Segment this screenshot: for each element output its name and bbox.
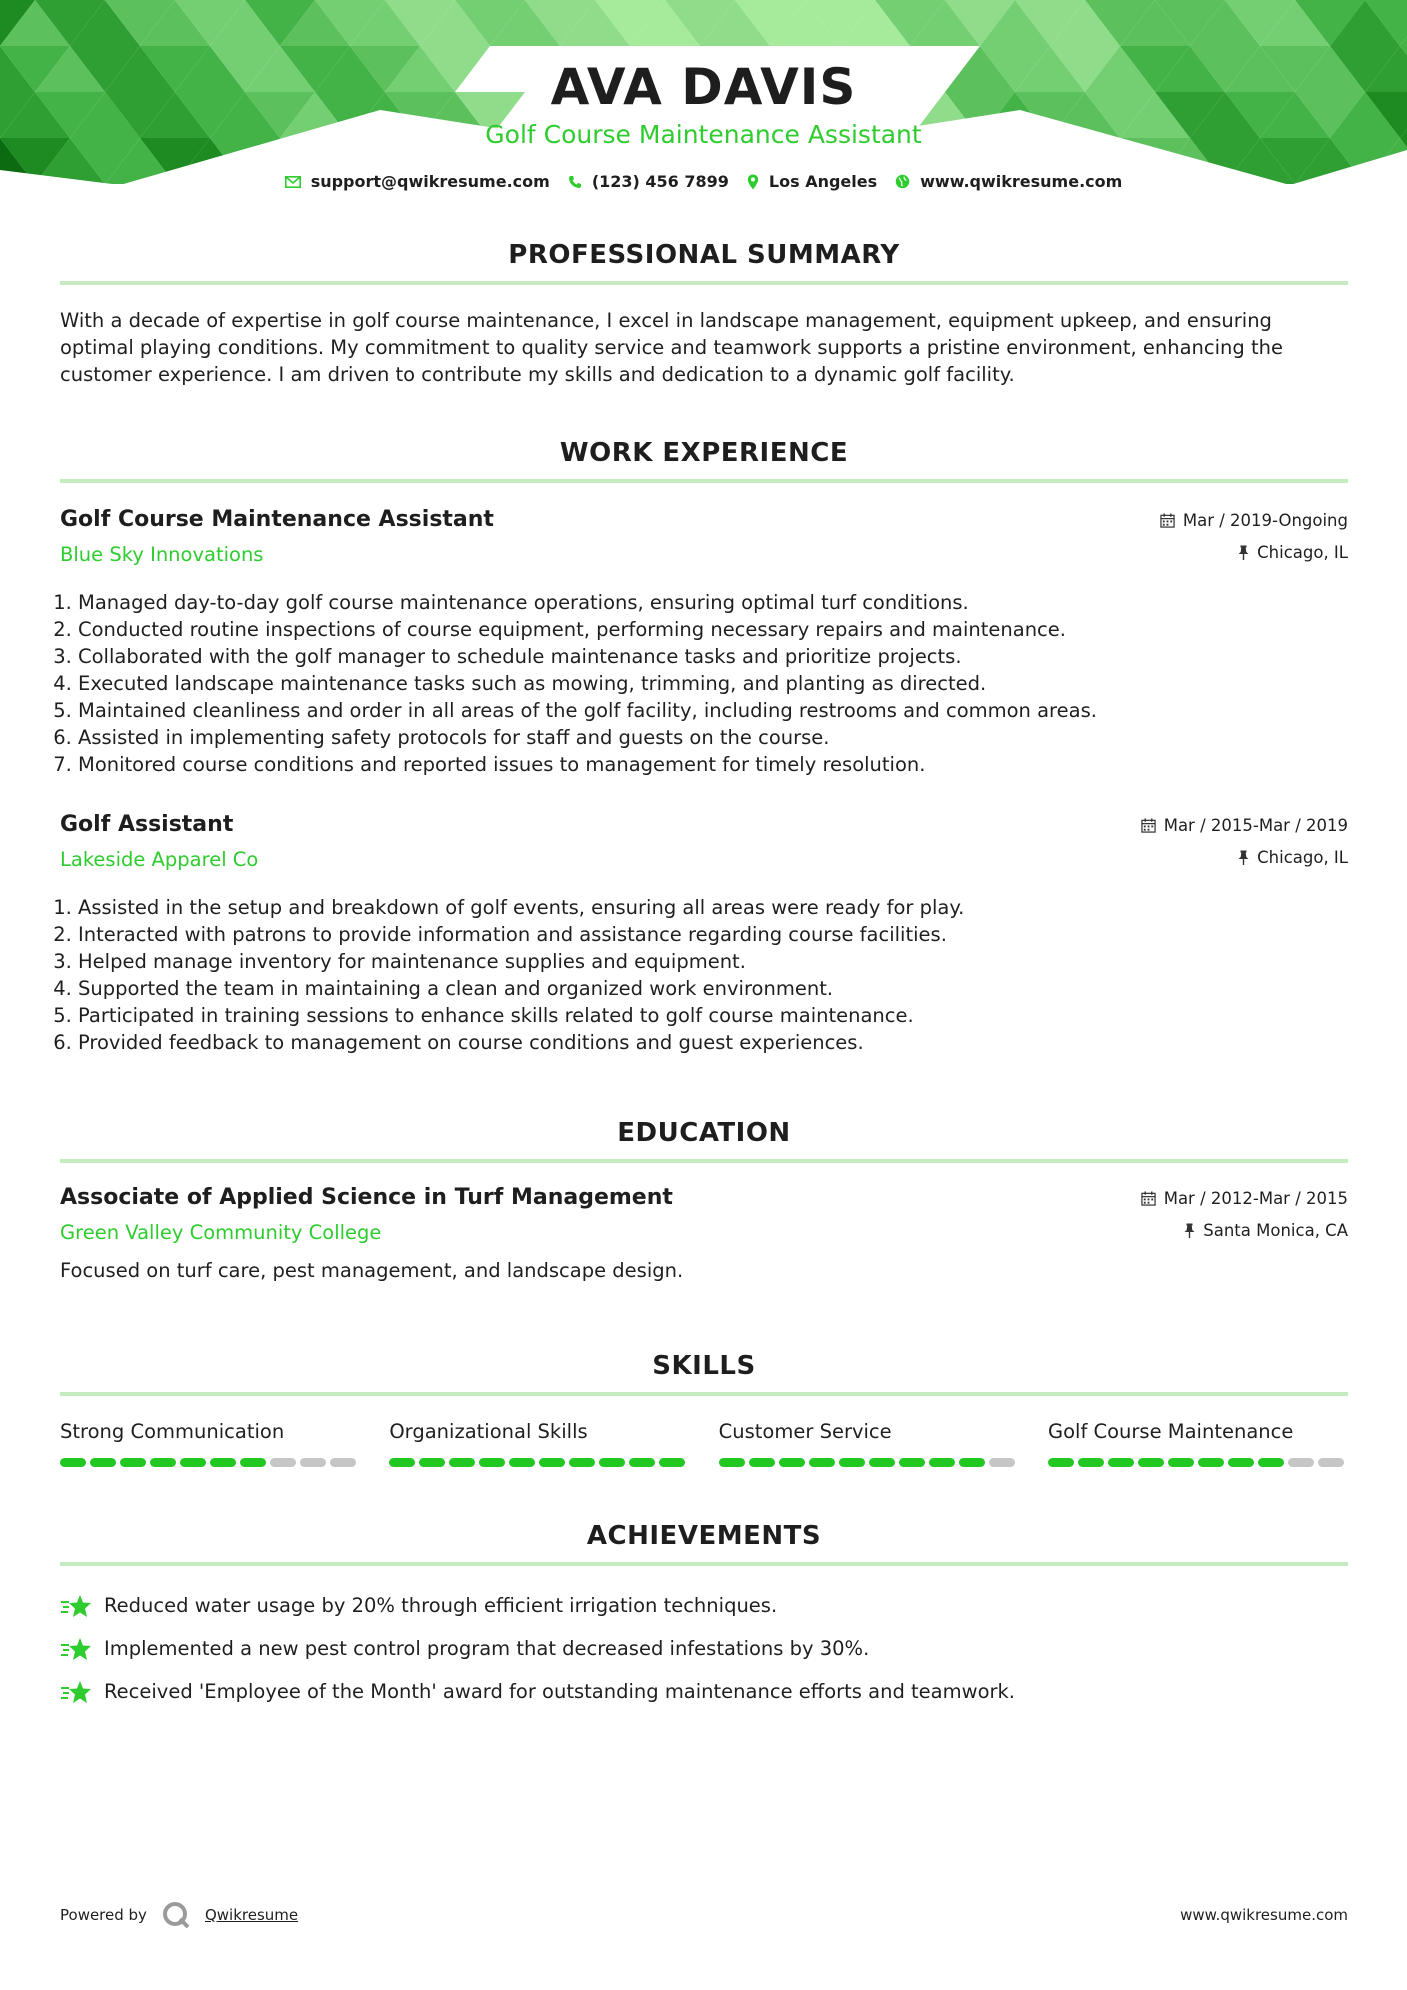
education-section: [60, 1115, 1348, 1284]
job-location-text: Chicago, IL: [1257, 543, 1348, 562]
skills-heading: SKILLS: [652, 1351, 756, 1381]
duty-item: 4. Executed landscape maintenance tasks such as mowing, trimming, and planting as directed.: [78, 670, 1348, 697]
globe-icon: [895, 174, 910, 189]
job-dates: [1160, 511, 1348, 530]
section-divider: [60, 1392, 1348, 1396]
duty-item: 3. Collaborated with the golf manager to schedule maintenance tasks and prioritize projects.: [78, 643, 1348, 670]
section-divider: [60, 1159, 1348, 1163]
achievements-list: [60, 1584, 1348, 1713]
skill-name: Organizational Skills: [389, 1420, 588, 1443]
job-entry: [60, 812, 1348, 1056]
skill-segment-filled: [899, 1458, 925, 1467]
skill-segment-empty: [1288, 1458, 1314, 1467]
skill-item: [389, 1420, 689, 1467]
summary-heading: PROFESSIONAL SUMMARY: [508, 240, 900, 270]
skill-segment-filled: [210, 1458, 236, 1467]
contact-website-text: www.qwikresume.com: [920, 172, 1123, 191]
job-role: Golf Assistant: [60, 812, 234, 837]
skill-segment-filled: [90, 1458, 116, 1467]
qwikresume-link[interactable]: Qwikresume: [204, 1906, 299, 1924]
skill-segment-filled: [539, 1458, 565, 1467]
powered-by-label: Powered by: [60, 1906, 147, 1924]
section-divider: [60, 479, 1348, 483]
skill-segment-empty: [330, 1458, 356, 1467]
skill-item: [719, 1420, 1019, 1467]
education-location-text: Santa Monica, CA: [1203, 1221, 1348, 1240]
education-dates: [1141, 1189, 1348, 1208]
skill-level-bar: [389, 1458, 689, 1467]
duty-item: 1. Managed day-to-day golf course maintenance operations, ensuring optimal turf conditions.: [78, 589, 1348, 616]
contact-location-text: Los Angeles: [768, 172, 878, 191]
star-icon: [60, 1679, 92, 1705]
duty-item: 5. Maintained cleanliness and order in all areas of the golf facility, including restrooms and common areas.: [78, 697, 1348, 724]
skill-segment-filled: [150, 1458, 176, 1467]
skill-level-bar: [60, 1458, 360, 1467]
skill-segment-filled: [1078, 1458, 1104, 1467]
job-entry: [60, 507, 1348, 778]
skill-segment-filled: [389, 1458, 415, 1467]
calendar-icon: [1141, 1191, 1156, 1206]
skill-item: [1048, 1420, 1348, 1467]
pushpin-icon: [1238, 545, 1249, 560]
job-duties: [60, 589, 1348, 778]
school-name: Green Valley Community College: [60, 1221, 382, 1244]
calendar-icon: [1141, 818, 1156, 833]
skill-segment-filled: [719, 1458, 745, 1467]
section-divider: [60, 1562, 1348, 1566]
job-dates-text: Mar / 2015-Mar / 2019: [1163, 816, 1348, 835]
skill-item: [60, 1420, 360, 1467]
skill-segment-empty: [989, 1458, 1015, 1467]
job-dates-text: Mar / 2019-Ongoing: [1182, 511, 1348, 530]
duty-item: 6. Provided feedback to management on course conditions and guest experiences.: [78, 1029, 1348, 1056]
qwikresume-logo-icon: [161, 1901, 191, 1929]
degree-title: Associate of Applied Science in Turf Management: [60, 1185, 673, 1210]
skill-segment-filled: [839, 1458, 865, 1467]
contact-phone[interactable]: [568, 172, 729, 191]
skills-section: [60, 1348, 1348, 1467]
contact-website[interactable]: [895, 172, 1122, 191]
skill-segment-filled: [749, 1458, 775, 1467]
skill-segment-filled: [779, 1458, 805, 1467]
education-location: [1184, 1221, 1348, 1240]
job-company: Blue Sky Innovations: [60, 543, 264, 566]
skill-segment-filled: [120, 1458, 146, 1467]
skill-segment-filled: [240, 1458, 266, 1467]
skill-segment-filled: [929, 1458, 955, 1467]
pushpin-icon: [1184, 1223, 1195, 1238]
duty-item: 6. Assisted in implementing safety protocols for staff and guests on the course.: [78, 724, 1348, 751]
contact-location: [747, 172, 877, 191]
skill-segment-filled: [1258, 1458, 1284, 1467]
skill-segment-filled: [1228, 1458, 1254, 1467]
summary-section: [60, 237, 1348, 388]
contact-bar: [0, 172, 1407, 191]
skill-segment-filled: [449, 1458, 475, 1467]
job-duties: [60, 894, 1348, 1056]
achievement-item: [60, 1670, 1348, 1713]
skill-level-bar: [719, 1458, 1019, 1467]
skill-name: Golf Course Maintenance: [1047, 1420, 1294, 1443]
skill-segment-filled: [479, 1458, 505, 1467]
achievements-heading: ACHIEVEMENTS: [586, 1521, 822, 1551]
skill-segment-empty: [1318, 1458, 1344, 1467]
skill-segment-filled: [629, 1458, 655, 1467]
skill-segment-filled: [659, 1458, 685, 1467]
job-company: Lakeside Apparel Co: [60, 848, 259, 871]
duty-item: 2. Interacted with patrons to provide information and assistance regarding course facilities.: [78, 921, 1348, 948]
duty-item: 1. Assisted in the setup and breakdown of golf events, ensuring all areas were ready for play.: [78, 894, 1348, 921]
achievement-text: Implemented a new pest control program that decreased infestations by 30%.: [104, 1637, 870, 1660]
skill-segment-empty: [300, 1458, 326, 1467]
skill-segment-filled: [1048, 1458, 1074, 1467]
skill-name: Customer Service: [718, 1420, 892, 1443]
experience-heading: WORK EXPERIENCE: [559, 438, 849, 468]
achievement-text: Reduced water usage by 20% through efficient irrigation techniques.: [104, 1594, 778, 1617]
duty-item: 7. Monitored course conditions and reported issues to management for timely resolution.: [78, 751, 1348, 778]
skill-segment-filled: [509, 1458, 535, 1467]
duty-item: 3. Helped manage inventory for maintenance supplies and equipment.: [78, 948, 1348, 975]
skills-list: [60, 1420, 1348, 1467]
job-role: Golf Course Maintenance Assistant: [60, 507, 494, 532]
calendar-icon: [1160, 513, 1175, 528]
duty-item: 5. Participated in training sessions to enhance skills related to golf course maintenance.: [78, 1002, 1348, 1029]
education-entry: [60, 1185, 1348, 1284]
candidate-title: Golf Course Maintenance Assistant: [485, 120, 922, 149]
summary-text: With a decade of expertise in golf course maintenance, I excel in landscape management, equipment upkeep, and ensuring optimal playing conditions. My commitment to quality service and teamwork supports a pristine environment, enhancing the customer experience. I am driven to contribute my skills and dedication to a dynamic golf facility.: [60, 309, 1283, 386]
job-location: [1238, 848, 1348, 867]
education-dates-text: Mar / 2012-Mar / 2015: [1163, 1189, 1348, 1208]
achievements-section: [60, 1518, 1348, 1713]
contact-email[interactable]: [285, 172, 550, 191]
achievement-item: [60, 1627, 1348, 1670]
achievement-text: Received 'Employee of the Month' award for outstanding maintenance efforts and teamwork.: [104, 1680, 1016, 1703]
star-icon: [60, 1636, 92, 1662]
candidate-name: AVA DAVIS: [550, 58, 857, 116]
skill-segment-filled: [809, 1458, 835, 1467]
duty-item: 2. Conducted routine inspections of course equipment, performing necessary repairs and maintenance.: [78, 616, 1348, 643]
achievement-item: [60, 1584, 1348, 1627]
skill-segment-filled: [569, 1458, 595, 1467]
skill-segment-filled: [180, 1458, 206, 1467]
skill-segment-filled: [869, 1458, 895, 1467]
pushpin-icon: [1238, 850, 1249, 865]
star-icon: [60, 1593, 92, 1619]
education-description: Focused on turf care, pest management, and landscape design.: [60, 1259, 684, 1282]
map-pin-icon: [747, 174, 759, 190]
skill-segment-filled: [1168, 1458, 1194, 1467]
envelope-icon: [285, 176, 301, 188]
phone-icon: [568, 175, 582, 189]
education-heading: EDUCATION: [617, 1118, 791, 1148]
job-location: [1238, 543, 1348, 562]
experience-section: [60, 435, 1348, 1056]
footer-website[interactable]: www.qwikresume.com: [1180, 1906, 1348, 1924]
job-dates: [1141, 816, 1348, 835]
duty-item: 4. Supported the team in maintaining a clean and organized work environment.: [78, 975, 1348, 1002]
skill-segment-filled: [1138, 1458, 1164, 1467]
skill-segment-filled: [959, 1458, 985, 1467]
skill-segment-filled: [60, 1458, 86, 1467]
skill-segment-filled: [1108, 1458, 1134, 1467]
skill-segment-filled: [1198, 1458, 1224, 1467]
skill-name: Strong Communication: [60, 1420, 285, 1443]
skill-segment-filled: [599, 1458, 625, 1467]
skill-segment-empty: [270, 1458, 296, 1467]
contact-phone-text: (123) 456 7899: [591, 172, 729, 191]
skill-level-bar: [1048, 1458, 1348, 1467]
section-divider: [60, 281, 1348, 285]
job-location-text: Chicago, IL: [1257, 848, 1348, 867]
skill-segment-filled: [419, 1458, 445, 1467]
footer: [60, 1900, 1348, 1930]
contact-email-text: support@qwikresume.com: [310, 172, 550, 191]
